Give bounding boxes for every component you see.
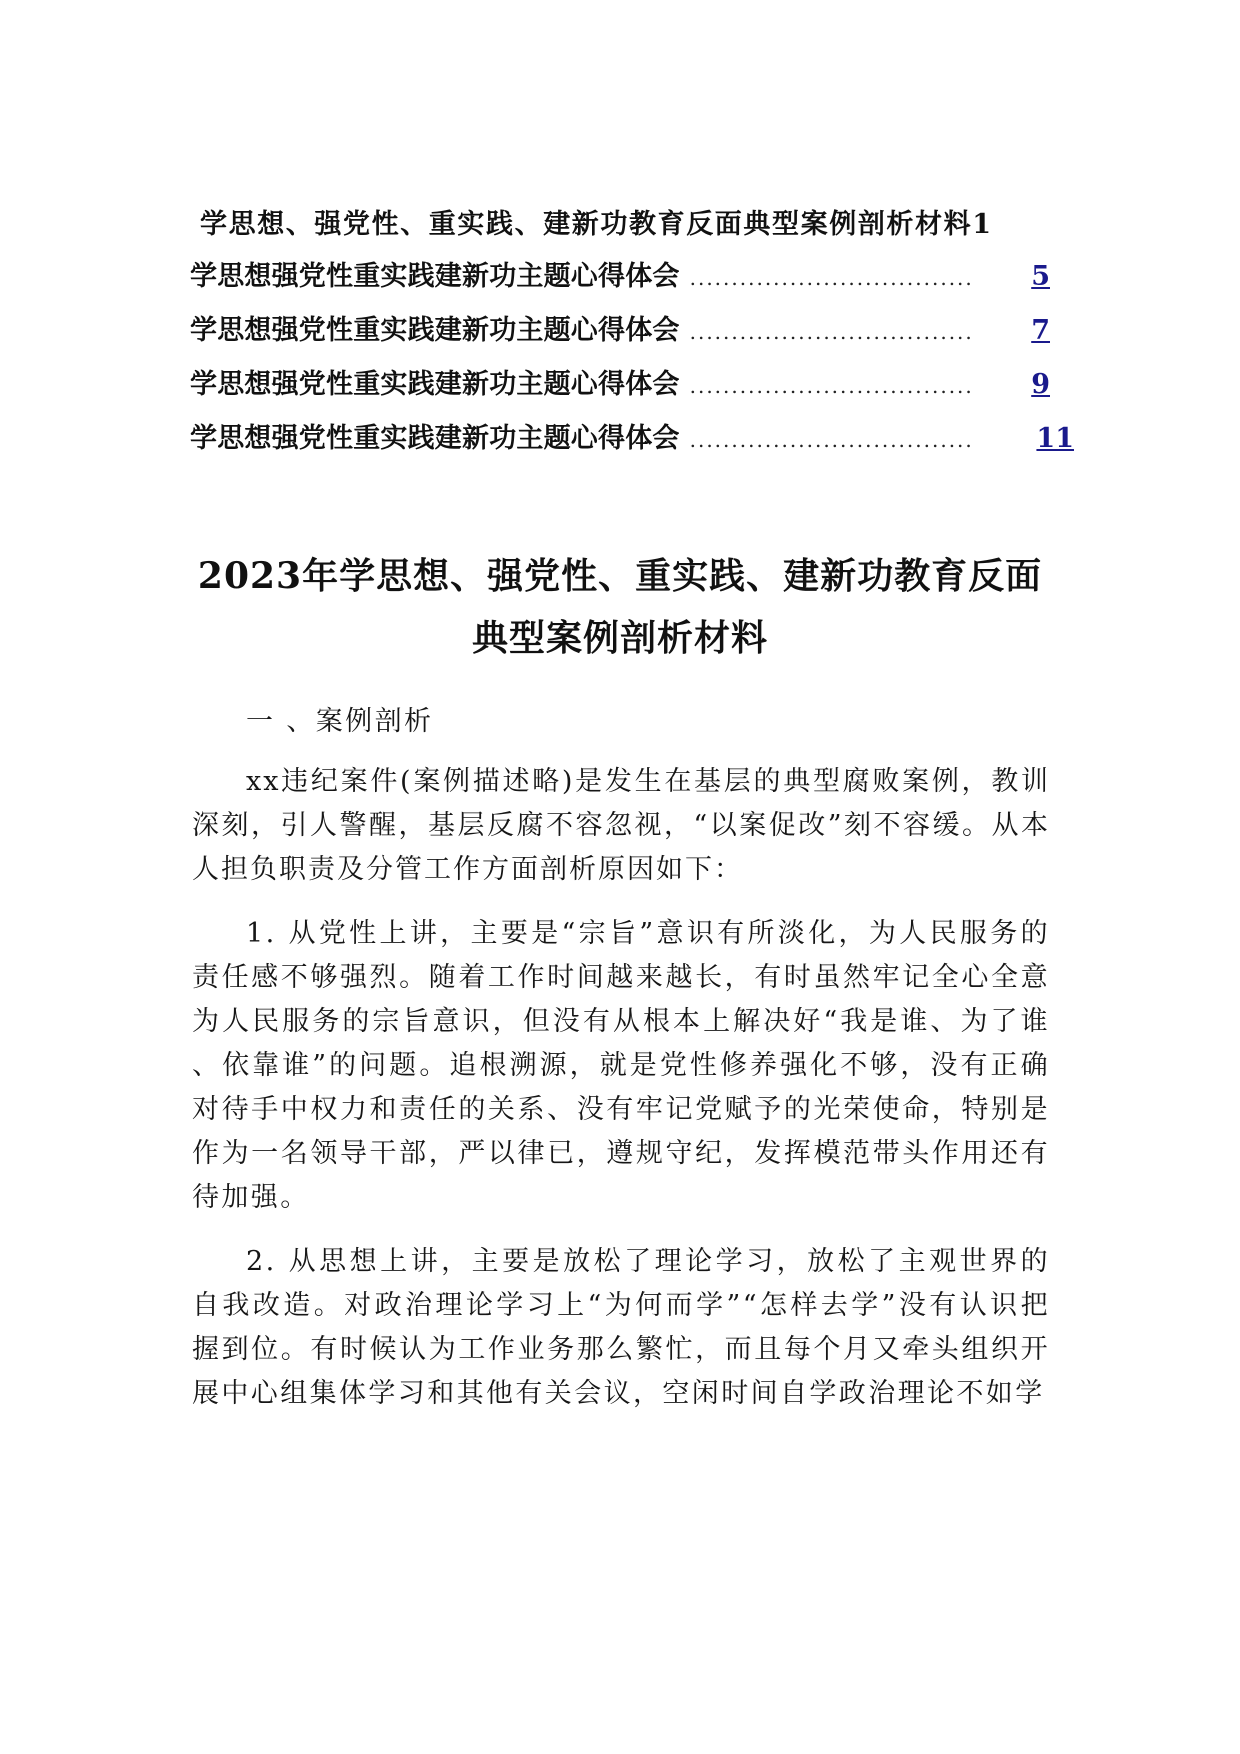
toc-entry-text: 学思想强党性重实践建新功主题心得体会 [190,369,680,400]
toc-entry-text: 学思想强党性重实践建新功主题心得体会 [190,423,680,454]
table-of-contents [190,200,1074,466]
body-paragraph-3: 2. 从思想上讲，主要是放松了理论学习，放松了主观世界的自我改造。对政治理论学习上“为何而学”“怎样去学”没有认识把握到位。有时候认为工作业务那么繁忙，而且每个月又牵头组织开展中心组集体学习和其他有关会议，空闲时间自学政治理论不如学 [192,1246,1050,1409]
toc-page-link[interactable]: 5 [1031,261,1050,292]
toc-entry-3[interactable] [190,304,1060,358]
toc-leader-dots: .................................. [689,320,974,344]
body-paragraph-2: 1. 从党性上讲，主要是“宗旨”意识有所淡化，为人民服务的责任感不够强烈。随着工作时间越来越长，有时虽然牢记全心全意为人民服务的宗旨意识，但没有从根本上解决好“我是谁、为了谁 、依靠谁”的问题。追根溯源，就是党性修养强化不够，没有正确对待手中权力和责任的关系、没有牢记党赋予的光荣使命，特别是作为一名领导干部，严以律已，遵规守纪，发挥模范带头作用还有待加强。 [192,918,1050,1213]
toc-leader-dots: .................................. [689,266,974,290]
document-body [192,700,1050,1436]
toc-leader-dots: .................................. [689,428,974,452]
body-paragraph-1: xx违纪案件(案例描述略)是发生在基层的典型腐败案例，教训深刻，引人警醒，基层反腐不容忽视，“以案促改”刻不容缓。从本人担负职责及分管工作方面剖析原因如下： [192,766,1050,885]
toc-page-link[interactable]: 11 [1036,423,1074,454]
document-title [130,545,1110,669]
toc-entry-5[interactable] [190,412,1074,466]
toc-entry-2[interactable] [190,250,1060,304]
toc-entry-4[interactable] [190,358,1060,412]
toc-entry-1[interactable]: 学思想、强党性、重实践、建新功教育反面典型案例剖析材料1 [200,209,993,240]
title-line-1: 2023年学思想、强党性、重实践、建新功教育反面 [197,555,1043,597]
toc-entry-text: 学思想强党性重实践建新功主题心得体会 [190,261,680,292]
toc-page-link[interactable]: 7 [1031,315,1050,346]
title-line-2: 典型案例剖析材料 [471,617,768,659]
toc-page-link[interactable]: 9 [1031,369,1050,400]
toc-leader-dots: .................................. [689,374,974,398]
toc-entry-text: 学思想强党性重实践建新功主题心得体会 [190,315,680,346]
section-heading: 一 、案例剖析 [246,706,434,737]
